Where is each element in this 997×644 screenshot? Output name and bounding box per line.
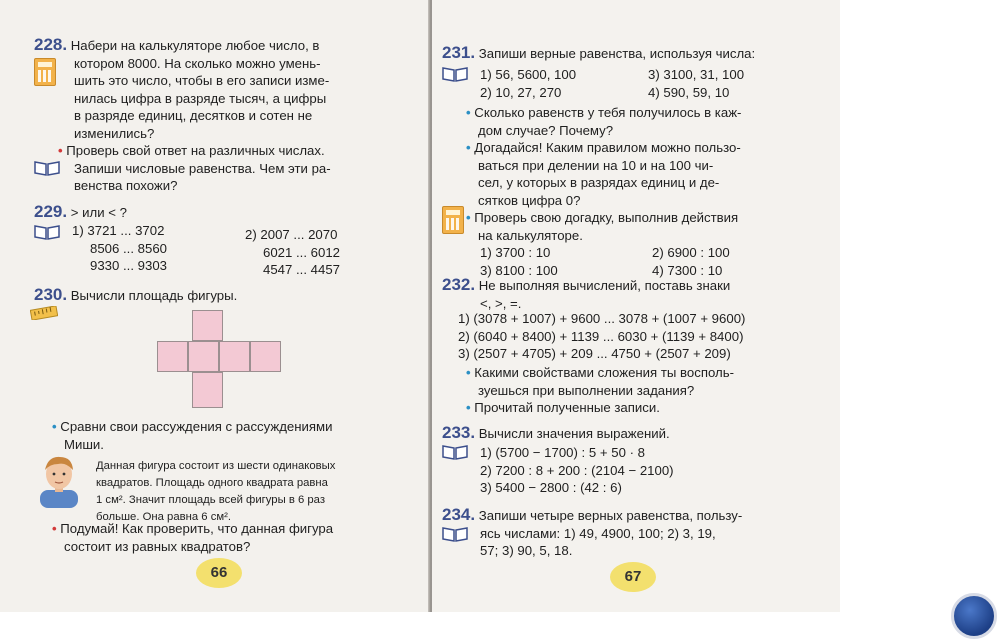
task-231: 231. Запиши верные равенства, используя числа: [442, 43, 756, 62]
task-231-sets-a: 1) 56, 5600, 100 2) 10, 27, 270 [480, 67, 577, 100]
slide-nav-button[interactable] [951, 593, 997, 639]
task-229-column-2: 2) 2007 ... 2070 6021 ... 6012 4547 ... 4457 [245, 227, 340, 277]
left-page [0, 0, 430, 612]
task-229-column-1: 1) 3721 ... 3702 8506 ... 8560 9330 ... 9303 [72, 223, 167, 273]
task-number: 228. [34, 35, 68, 54]
blue-bullet-icon: • [466, 140, 471, 155]
task-232-items: 1) (3078 + 1007) + 9600 ... 3078 + (1007 + 9600) 2) (6040 + 8400) + 1139 ... 6030 + (1139 + 8400) 3) (2507 + 4705) + 209 ... 4750 + (2507 + 209) [458, 311, 746, 361]
misha-reasoning: Данная фигура состоит из шести одинаковых квадратов. Площадь одного квадрата равна 1 см². Значит площадь всей фигуры в 6 раз больше. Она равна 6 см². [96, 460, 336, 523]
cross-figure [157, 310, 297, 410]
figure-square [188, 341, 219, 372]
blue-bullet-icon: • [52, 419, 57, 434]
book-icon [34, 224, 60, 240]
boy-portrait [36, 452, 82, 508]
figure-square [192, 310, 223, 341]
book-icon [442, 444, 468, 460]
task-231-questions: • Сколько равенств у тебя получилось в каж- дом случае? Почему? • Догадайся! Каким правилом можно пользо- ваться при делении на 10 и на 100 чи- сел, у которых в разрядах единиц и де- сятков цифра 0? • Проверь свою догадку, выполнив действия на калькуляторе. [466, 105, 742, 243]
task-233-items: 1) (5700 − 1700) : 5 + 50 · 8 2) 7200 : 8 + 200 : (2104 − 2100) 3) 5400 − 2800 : (42 : 6) [480, 445, 674, 495]
task-232: 232. Не выполняя вычислений, поставь знаки <, >, =. [442, 275, 731, 311]
book-icon [442, 526, 468, 542]
task-234: 234. Запиши четыре верных равенства, пользу- ясь числами: 1) 49, 4900, 100; 2) 3, 19, 57; 3) 90, 5, 18. [442, 505, 743, 558]
blue-bullet-icon: • [466, 105, 471, 120]
book-icon [442, 66, 468, 82]
task-232-questions: • Какими свойствами сложения ты восполь- зуешься при выполнении задания? • Прочитай полученные записи. [466, 365, 734, 415]
figure-square [157, 341, 188, 372]
page-number-left: 66 [196, 558, 242, 588]
compare-text: • Сравни свои рассуждения с рассуждениями Миши. [52, 419, 333, 452]
figure-square [219, 341, 250, 372]
task-231-calc-a: 1) 3700 : 10 3) 8100 : 100 [480, 245, 558, 278]
blue-bullet-icon: • [466, 400, 471, 415]
task-230: 230. Вычисли площадь фигуры. [34, 285, 238, 304]
red-bullet-icon: • [58, 143, 63, 158]
calculator-icon [442, 206, 464, 234]
task-233: 233. Вычисли значения выражений. [442, 423, 670, 442]
page-number-right: 67 [610, 562, 656, 592]
blue-bullet-icon: • [466, 210, 471, 225]
right-page [432, 0, 840, 612]
task-228: 228. Набери на калькуляторе любое число, в котором 8000. На сколько можно умень- шить это число, чтобы в его записи изме- нилась цифра в разряде тысяч, а цифры в разряде единиц, десятков и сотен не изменились? • Проверь свой ответ на различных числах. Запиши числовые равенства. Чем эти ра- венства похожи? [34, 35, 331, 193]
think-text: • Подумай! Как проверить, что данная фигура состоит из равных квадратов? [52, 521, 334, 554]
figure-square [192, 372, 223, 408]
red-bullet-icon: • [52, 521, 57, 536]
task-229: 229. > или < ? [34, 202, 127, 221]
ruler-icon [30, 306, 58, 320]
blue-bullet-icon: • [466, 365, 471, 380]
book-icon [34, 160, 60, 176]
task-231-sets-b: 3) 3100, 31, 100 4) 590, 59, 10 [648, 67, 745, 100]
figure-square [250, 341, 281, 372]
task-231-calc-b: 2) 6900 : 100 4) 7300 : 10 [652, 245, 730, 278]
